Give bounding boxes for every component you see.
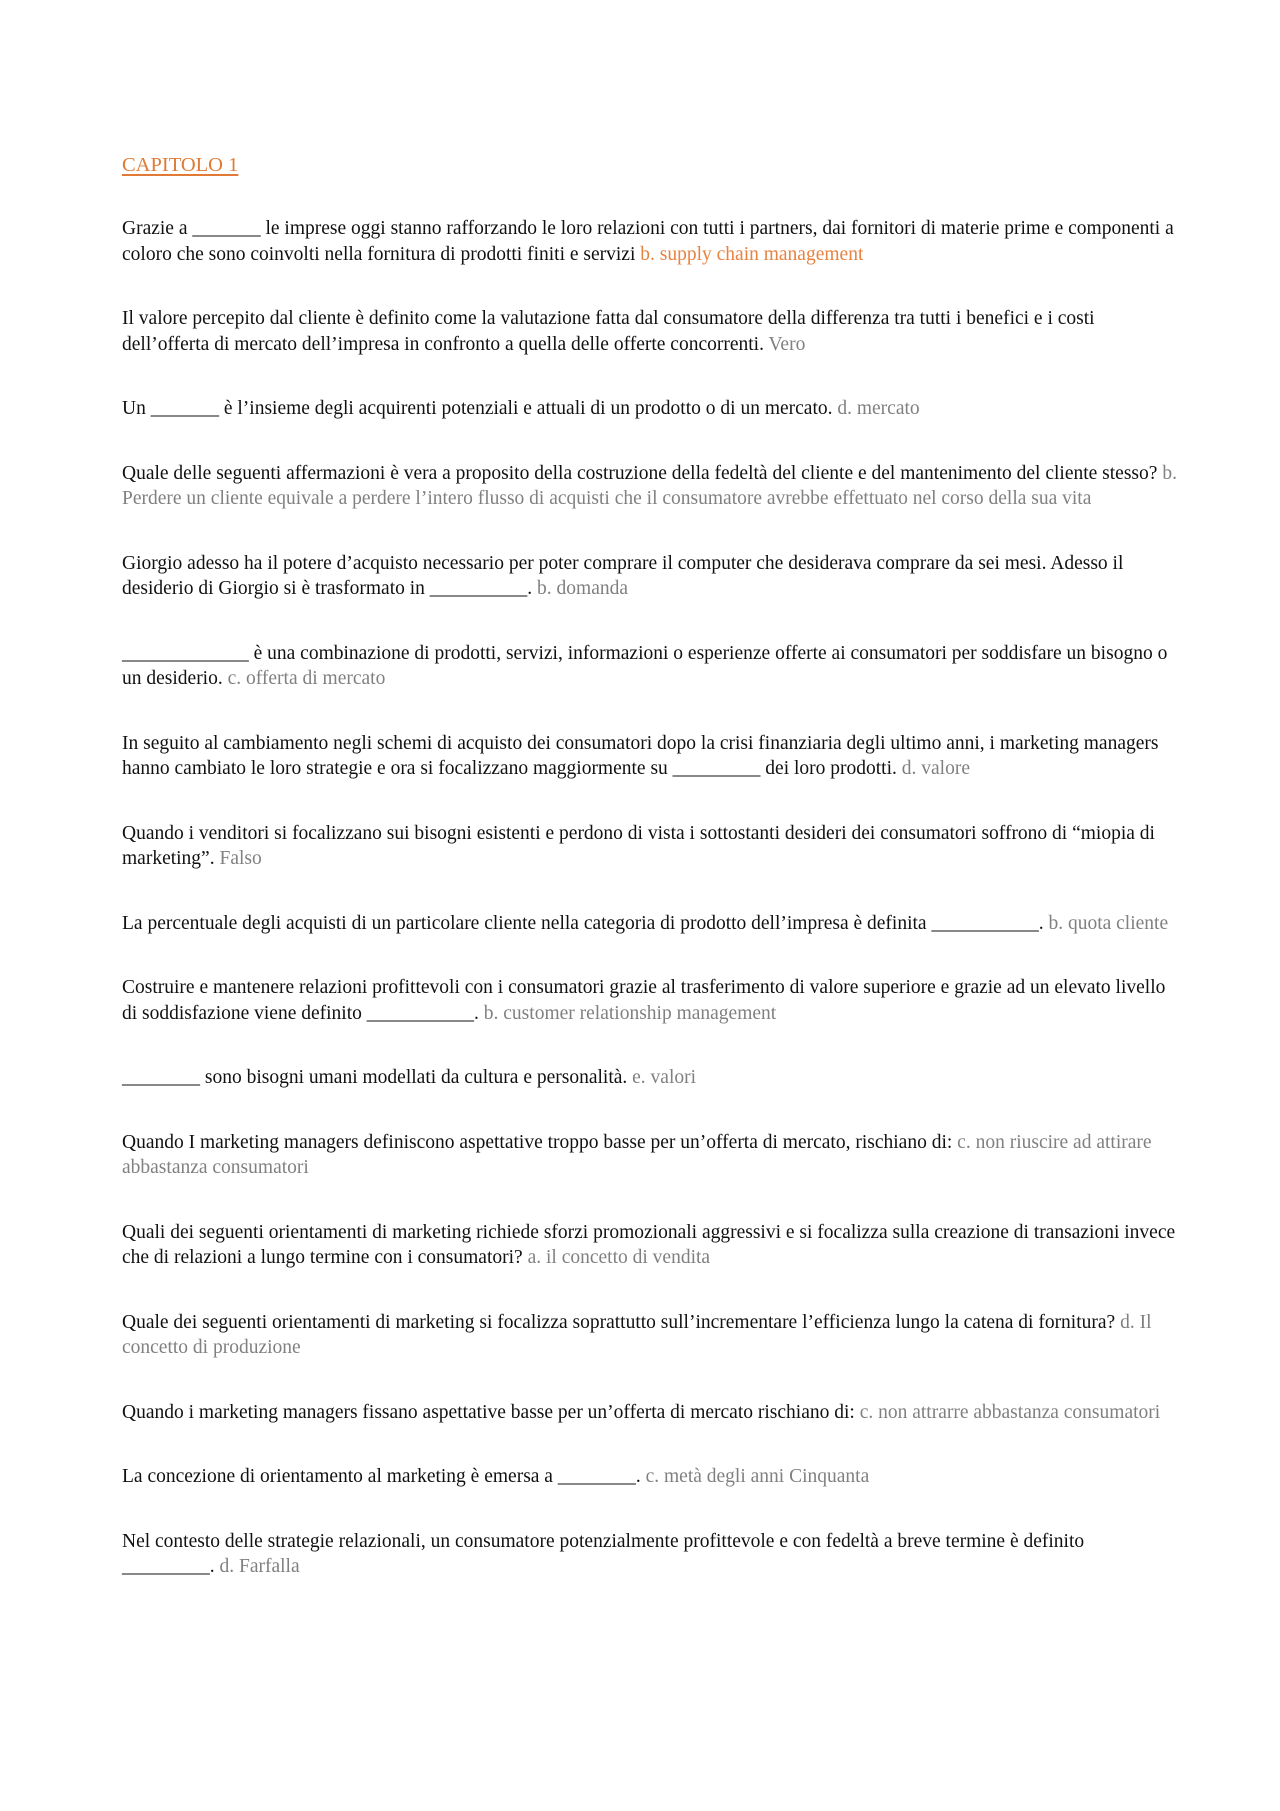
qa-item <box>122 1130 1180 1181</box>
qa-item <box>122 396 1180 422</box>
qa-item <box>122 1065 1180 1091</box>
question-text: Quando I marketing managers definiscono aspettative troppo basse per un’offerta di mercato, rischiano di: <box>122 1131 953 1153</box>
answer-text: c. offerta di mercato <box>227 668 386 689</box>
question-text: Quali dei seguenti orientamenti di marketing richiede sforzi promozionali aggressivi e si focalizza sulla creazione di transazioni invece che di relazioni a lungo termine con i consumatori? <box>122 1221 1176 1268</box>
answer-text: b. domanda <box>537 578 629 599</box>
qa-item <box>122 306 1180 357</box>
qa-item <box>122 911 1180 937</box>
answer-text: Falso <box>219 848 262 869</box>
answer-text: b. customer relationship management <box>483 1002 777 1024</box>
answer-text: c. non riuscire ad attirare abbastanza consumatori <box>122 1131 1152 1178</box>
chapter-title: CAPITOLO 1 <box>122 154 239 176</box>
qa-item <box>122 551 1180 602</box>
question-text: Il valore percepito dal cliente è definito come la valutazione fatta dal consumatore della differenza tra tutti i benefici e i costi dell’offerta di mercato dell’impresa in confronto a quella delle offerte concorrenti. <box>122 308 1095 355</box>
question-text: ________ sono bisogni umani modellati da cultura e personalità. <box>122 1067 628 1088</box>
question-text: Quale delle seguenti affermazioni è vera a proposito della costruzione della fedeltà del cliente e del mantenimento del cliente stesso? <box>122 462 1158 484</box>
answer-text: c. non attrarre abbastanza consumatori <box>859 1401 1161 1423</box>
question-text: Giorgio adesso ha il potere d’acquisto necessario per poter comprare il computer che desiderava comprare da sei mesi. Adesso il desiderio di Giorgio si è trasformato in __________. <box>122 552 1124 599</box>
question-text: La percentuale degli acquisti di un particolare cliente nella categoria di prodotto dell’impresa è definita ___________. <box>122 912 1044 934</box>
qa-item <box>122 1310 1180 1361</box>
question-text: Grazie a _______ le imprese oggi stanno rafforzando le loro relazioni con tutti i partners, dai fornitori di materie prime e componenti a coloro che sono coinvolti nella fornitura di prodotti finiti e servizi <box>122 218 1174 265</box>
answer-text: d. Farfalla <box>219 1556 300 1577</box>
qa-item <box>122 461 1180 512</box>
answer-text: e. valori <box>632 1067 697 1088</box>
answer-text: a. il concetto di vendita <box>527 1247 711 1268</box>
question-text: _____________ è una combinazione di prodotti, servizi, informazioni o esperienze offerte ai consumatori per soddisfare un bisogno o un desiderio. <box>122 642 1168 689</box>
answer-text: b. quota cliente <box>1048 912 1169 934</box>
qa-item <box>122 1400 1180 1426</box>
answer-text: d. Il concetto di produzione <box>122 1311 1152 1358</box>
question-text: Un _______ è l’insieme degli acquirenti potenziali e attuali di un prodotto o di un mercato. <box>122 398 833 419</box>
answer-text: d. valore <box>901 758 971 779</box>
answer-text: b. supply chain management <box>640 243 864 265</box>
question-text: Quando i marketing managers fissano aspettative basse per un’offerta di mercato rischiano di: <box>122 1401 855 1423</box>
question-text: La concezione di orientamento al marketing è emersa a ________. <box>122 1466 641 1487</box>
answer-text: b. Perdere un cliente equivale a perdere l’intero flusso di acquisti che il consumatore avrebbe effettuato nel corso della sua vita <box>122 462 1177 509</box>
qa-item <box>122 731 1180 782</box>
question-text: In seguito al cambiamento negli schemi di acquisto dei consumatori dopo la crisi finanziaria degli ultimo anni, i marketing managers hanno cambiato le loro strategie e ora si focalizzano maggiormente su _________ dei loro prodotti. <box>122 732 1159 779</box>
question-text: Nel contesto delle strategie relazionali, un consumatore potenzialmente profittevole e con fedeltà a breve termine è definito _________. <box>122 1530 1085 1577</box>
qa-item <box>122 641 1180 692</box>
question-text: Quale dei seguenti orientamenti di marketing si focalizza soprattutto sull’incrementare l’efficienza lungo la catena di fornitura? <box>122 1311 1116 1333</box>
qa-item <box>122 216 1180 267</box>
qa-item <box>122 975 1180 1026</box>
qa-item <box>122 1464 1180 1490</box>
qa-item <box>122 1529 1180 1580</box>
question-text: Quando i venditori si focalizzano sui bisogni esistenti e perdono di vista i sottostanti desideri dei consumatori soffrono di “miopia di marketing”. <box>122 822 1155 869</box>
answer-text: c. metà degli anni Cinquanta <box>645 1466 870 1487</box>
question-text: Costruire e mantenere relazioni profittevoli con i consumatori grazie al trasferimento di valore superiore e grazie ad un elevato livello di soddisfazione viene definito ___________. <box>122 977 1166 1024</box>
answer-text: Vero <box>768 333 806 355</box>
qa-item <box>122 1220 1180 1271</box>
qa-item <box>122 821 1180 872</box>
answer-text: d. mercato <box>837 398 920 419</box>
